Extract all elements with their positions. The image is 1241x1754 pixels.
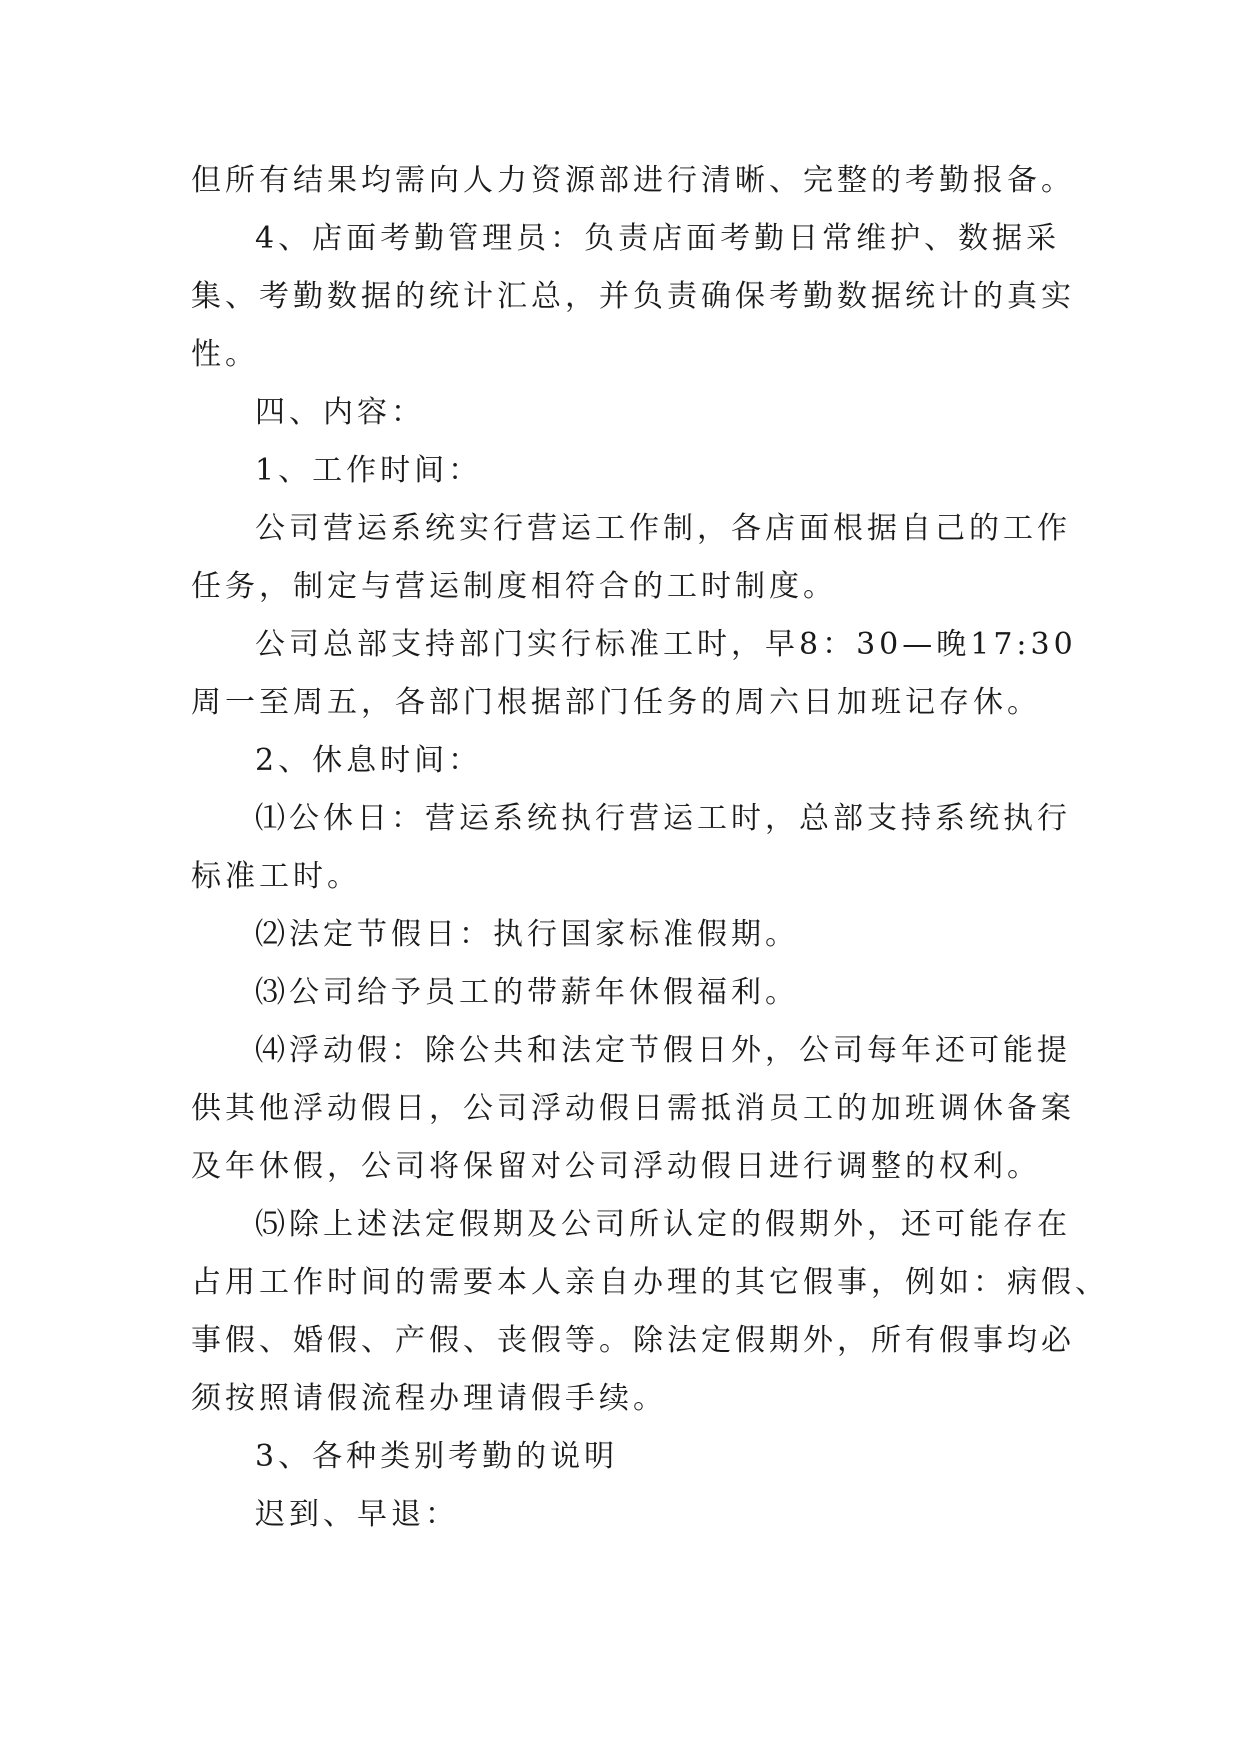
text-line: ⑶公司给予员工的带薪年休假福利。 xyxy=(255,975,799,1010)
text-line: 供其他浮动假日，公司浮动假日需抵消员工的加班调休备案 xyxy=(191,1091,1075,1126)
text-line: 事假、婚假、产假、丧假等。除法定假期外，所有假事均必 xyxy=(191,1323,1075,1358)
text-line: 周一至周五，各部门根据部门任务的周六日加班记存休。 xyxy=(191,685,1041,720)
text-line: 须按照请假流程办理请假手续。 xyxy=(191,1381,667,1416)
text-line: 性。 xyxy=(191,337,259,372)
text-line: 标准工时。 xyxy=(191,859,361,894)
text-line: ⑵法定节假日：执行国家标准假期。 xyxy=(255,917,799,952)
text-line: 公司总部支持部门实行标准工时，早8：30—晚17:30 xyxy=(255,627,1077,662)
subsection-heading: 2、休息时间： xyxy=(255,743,483,778)
text-line: 占用工作时间的需要本人亲自办理的其它假事，例如：病假、 xyxy=(191,1265,1109,1300)
text-line: ⑴公休日：营运系统执行营运工时，总部支持系统执行 xyxy=(255,801,1071,836)
section-heading: 四、内容： xyxy=(255,395,425,430)
text-line: 及年休假，公司将保留对公司浮动假日进行调整的权利。 xyxy=(191,1149,1041,1184)
text-line: 4、店面考勤管理员：负责店面考勤日常维护、数据采 xyxy=(255,221,1061,256)
text-line: ⑸除上述法定假期及公司所认定的假期外，还可能存在 xyxy=(255,1207,1071,1242)
text-line: 迟到、早退： xyxy=(255,1497,459,1532)
document-body xyxy=(191,152,1109,1544)
text-line: 集、考勤数据的统计汇总，并负责确保考勤数据统计的真实 xyxy=(191,279,1075,314)
text-line: 但所有结果均需向人力资源部进行清晰、完整的考勤报备。 xyxy=(191,163,1075,198)
subsection-heading: 3、各种类别考勤的说明 xyxy=(255,1439,619,1474)
text-line: 任务，制定与营运制度相符合的工时制度。 xyxy=(191,569,837,604)
text-line: ⑷浮动假：除公共和法定节假日外，公司每年还可能提 xyxy=(255,1033,1071,1068)
subsection-heading: 1、工作时间： xyxy=(255,453,483,488)
text-line: 公司营运系统实行营运工作制，各店面根据自己的工作 xyxy=(255,511,1071,546)
